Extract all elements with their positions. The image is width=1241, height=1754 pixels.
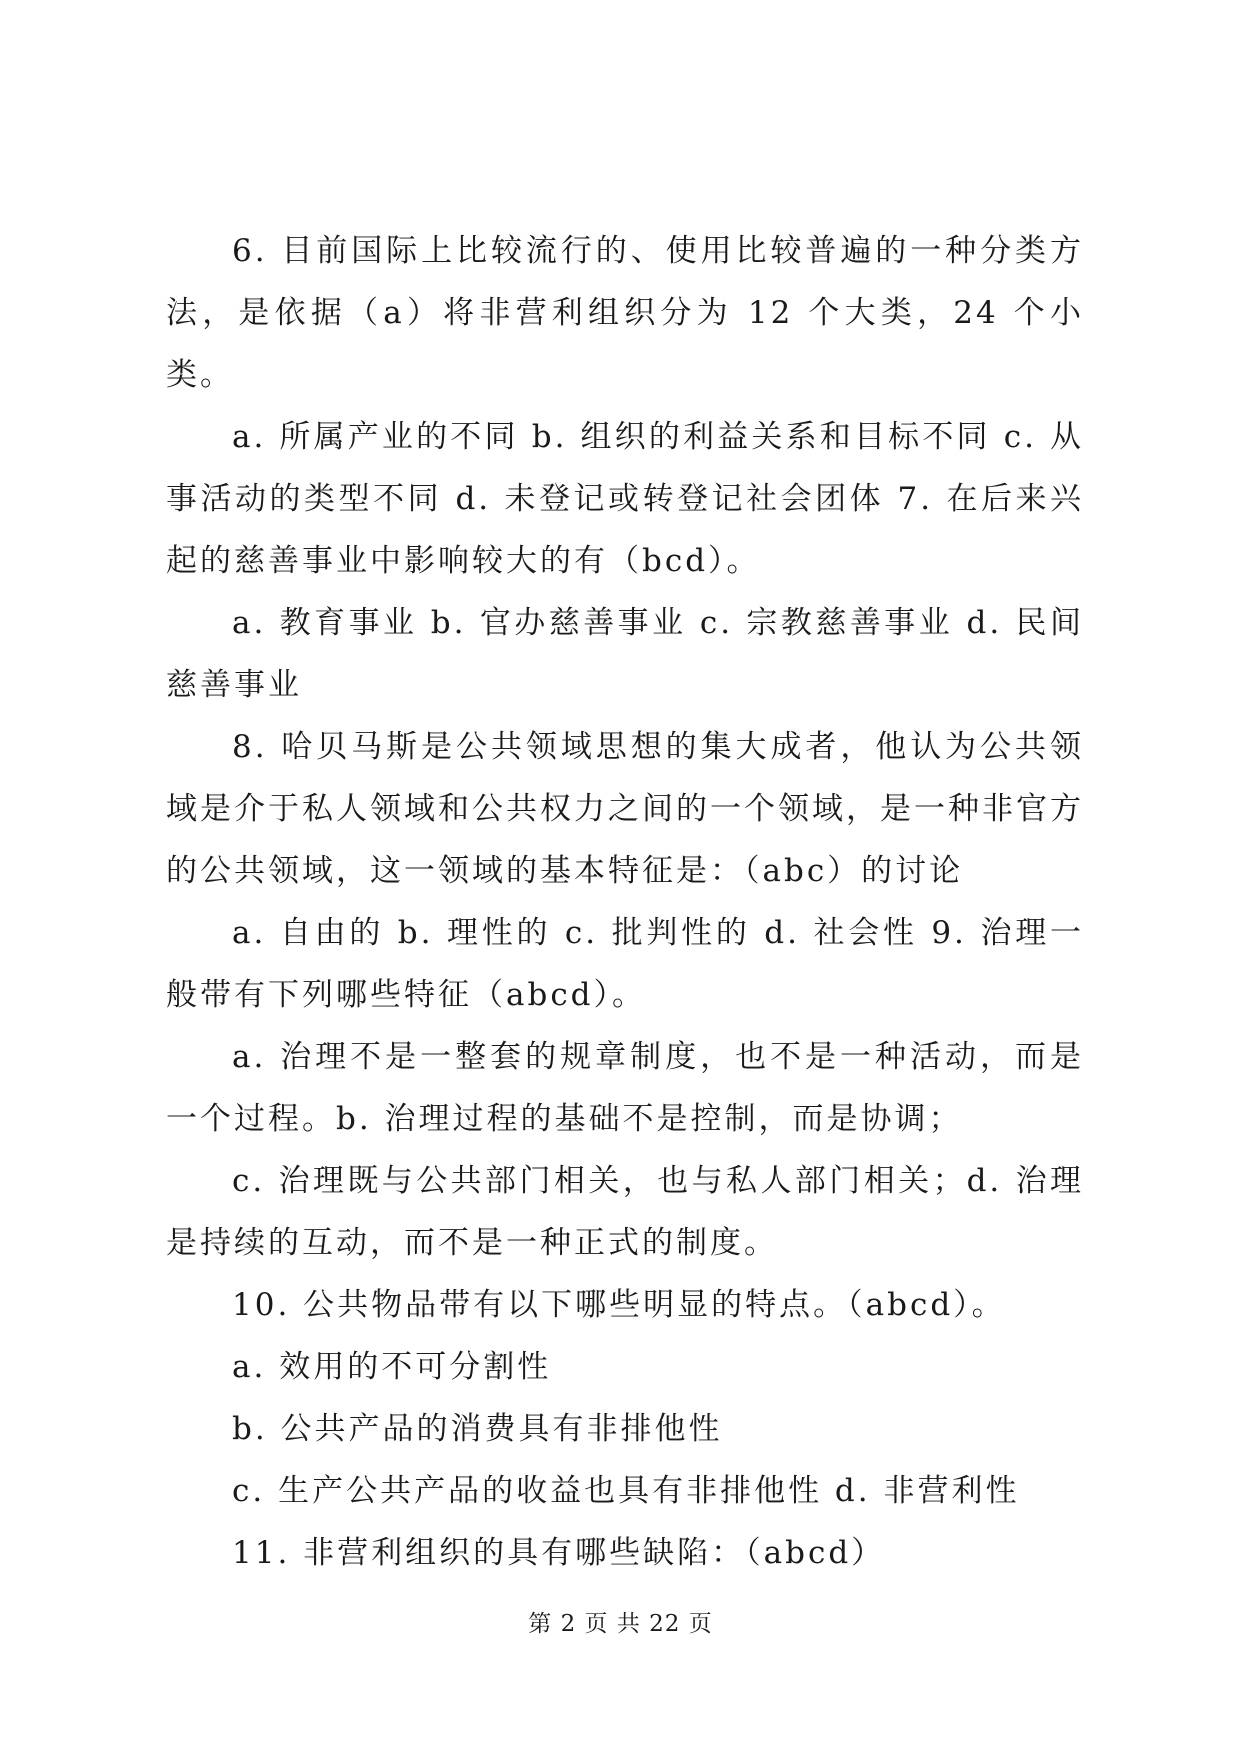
paragraph-q10-option-b: b. 公共产品的消费具有非排他性 [232, 1411, 723, 1447]
paragraph-q6: 6. 目前国际上比较流行的、使用比较普遍的一种分类方法，是依据（a）将非营利组织分为 12 个大类，24 个小类。 [166, 233, 1084, 393]
paragraph-q9-options-ab: a. 治理不是一整套的规章制度，也不是一种活动，而是一个过程。b. 治理过程的基础不是控制，而是协调； [166, 1039, 1084, 1137]
paragraph-q8: 8. 哈贝马斯是公共领域思想的集大成者，他认为公共领域是介于私人领域和公共权力之间的一个领域，是一种非官方的公共领域，这一领域的基本特征是：（abc）的讨论 [166, 729, 1084, 889]
paragraph-q6-options-q7: a. 所属产业的不同 b. 组织的利益关系和目标不同 c. 从事活动的类型不同 d. 未登记或转登记社会团体 7. 在后来兴起的慈善事业中影响较大的有（bcd）。 [166, 419, 1084, 579]
paragraph-q9-options-cd: c. 治理既与公共部门相关，也与私人部门相关；d. 治理是持续的互动，而不是一种正式的制度。 [166, 1163, 1084, 1261]
paragraph-q10-option-a: a. 效用的不可分割性 [232, 1349, 552, 1385]
paragraph-q7-options: a. 教育事业 b. 官办慈善事业 c. 宗教慈善事业 d. 民间慈善事业 [166, 605, 1084, 703]
paragraph-q10: 10. 公共物品带有以下哪些明显的特点。（abcd）。 [232, 1287, 1006, 1323]
paragraph-q10-option-cd: c. 生产公共产品的收益也具有非排他性 d. 非营利性 [232, 1473, 1020, 1509]
paragraph-q8-options-q9: a. 自由的 b. 理性的 c. 批判性的 d. 社会性 9. 治理一般带有下列哪些特征（abcd）。 [166, 915, 1084, 1013]
paragraph-q11: 11. 非营利组织的具有哪些缺陷：（abcd） [232, 1535, 886, 1571]
document-body [166, 220, 1084, 1584]
page-number-footer: 第 2 页 共 22 页 [528, 1611, 713, 1637]
